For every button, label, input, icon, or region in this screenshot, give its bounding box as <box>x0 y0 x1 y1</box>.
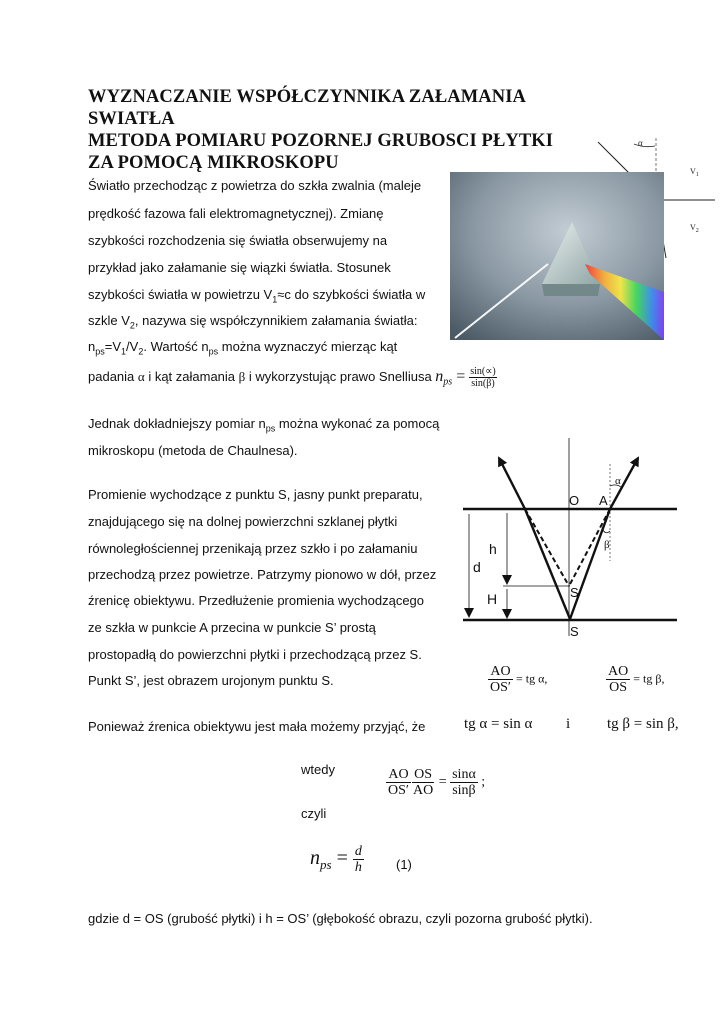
para3-line3: równoległościennej przenikają przez szkło i po załamaniu <box>88 541 418 556</box>
small-v2-sub: 2 <box>695 228 699 234</box>
f5-n1: AO <box>388 767 409 782</box>
title-line-3: ZA POMOCĄ MIKROSKOPU <box>88 153 339 173</box>
main-num: d <box>354 844 362 859</box>
para1-l7-sub3: 2 <box>138 346 144 357</box>
f2-num: AO <box>608 664 629 679</box>
formula-tg-beta <box>606 664 664 695</box>
footer-text: gdzie d = OS (grubość płytki) i h = OS’ (głębokość obrazu, czyli pozorna grubość płytki). <box>88 911 593 926</box>
para3-line1: Promienie wychodzące z punktu S, jasny punkt preparatu, <box>88 487 423 502</box>
main-lhs: n <box>310 847 320 870</box>
para2-l1b: można wykonać za pomocą <box>275 416 440 431</box>
para3-line2: znajdującego się na dolnej powierzchni szklanej płytki <box>88 514 398 529</box>
para3-line5: źrenicę obiektywu. Przedłużenie promienia wychodzącego <box>88 593 425 608</box>
small-v1-label: V <box>690 167 696 176</box>
page-title <box>88 86 608 174</box>
snell-num: sin(∝) <box>470 366 496 377</box>
alpha-symbol: α <box>137 368 145 384</box>
small-v2-label: V <box>690 223 696 232</box>
para1-l7d: . Wartość n <box>143 339 209 354</box>
label-A: A <box>599 493 608 508</box>
small-alpha-label: α <box>638 138 643 148</box>
main-den: h <box>354 860 362 875</box>
para1-l7b: =V <box>104 339 122 354</box>
wtedy-label: wtedy <box>301 762 335 777</box>
para1-line1: Światło przechodząc z powietrza do szkła zwalnia (maleje <box>88 178 422 193</box>
label-alpha: α <box>615 475 621 487</box>
para1-line5 <box>88 287 425 305</box>
f2-rhs: = tg β, <box>630 671 665 686</box>
para1-l7e: można wyznaczyć mierząc kąt <box>218 339 398 354</box>
equation-number: (1) <box>396 857 412 872</box>
para1-line3: szybkości rozchodzenia się światła obserwujemy na <box>88 233 388 248</box>
svg-text:V2 <box>690 223 699 234</box>
formula-ratio <box>386 767 485 798</box>
para1-line6 <box>88 313 417 331</box>
f5-end: ; <box>477 774 486 790</box>
para1-l7c: /V <box>126 339 139 354</box>
small-v1-sub: 1 <box>695 172 699 178</box>
formula-main <box>310 844 364 875</box>
para3-line4: przechodzą przez powietrze. Patrzymy pionowo w dół, przez <box>88 567 437 582</box>
label-H: H <box>487 591 498 607</box>
para1-l6: szkle V <box>88 313 130 328</box>
label-O: O <box>569 493 580 508</box>
f2-den: OS <box>609 680 628 695</box>
snell-sub: ps <box>443 376 453 388</box>
svg-text:V1 <box>690 167 699 178</box>
para4-line1: Ponieważ źrenica obiektywu jest mała możemy przyjąć, że <box>88 719 426 734</box>
f1-num: AO <box>490 664 511 679</box>
title-line-1: WYZNACZANIE WSPÓŁCZYNNIKA ZAŁAMANIA SWIATŁA <box>88 87 525 129</box>
para1-line8 <box>88 366 497 389</box>
para1-l5b: ≈c do szybkości światła w <box>277 287 426 302</box>
f5-d2: AO <box>412 783 434 798</box>
para3-line6: ze szkła w punkcie A przecina w punkcie S’ prostą <box>88 620 376 635</box>
f1-den: OS′ <box>490 680 511 695</box>
para1-line2: prędkość fazowa fali elektromagnetycznej). Zmianę <box>88 206 384 221</box>
para1-l5-sub: 1 <box>272 294 278 305</box>
para1-l8c: i wykorzystując prawo Snelliusa <box>245 368 436 384</box>
para1-l6-sub: 2 <box>129 320 135 331</box>
formula-tg-sin-beta: tg β = sin β, <box>607 716 679 732</box>
snell-eq: = <box>452 367 470 385</box>
main-sub: ps <box>320 857 332 873</box>
formula-tg-sin-alpha: tg α = sin α <box>464 716 533 732</box>
label-S: S <box>570 624 579 639</box>
para1-l6b: , nazywa się współczynnikiem załamania światła: <box>134 313 418 328</box>
para2-l1a: Jednak dokładniejszy pomiar n <box>88 416 266 431</box>
formula-tg-alpha <box>488 664 547 695</box>
f1-fraction <box>488 664 513 695</box>
f5-eq: = <box>435 774 451 790</box>
main-fraction <box>353 844 364 875</box>
czyli-label: czyli <box>301 806 327 821</box>
f5-frac1 <box>386 767 411 798</box>
f1-rhs: = tg α, <box>512 671 548 686</box>
para1-line7 <box>88 339 397 357</box>
para1-l7-sub1: ps <box>95 346 105 357</box>
f5-frac2 <box>411 767 435 798</box>
label-S-prime: S <box>570 585 579 600</box>
beta-symbol: β <box>238 368 246 384</box>
prism-photo <box>450 172 664 340</box>
para2-line2: mikroskopu (metoda de Chaulnesa). <box>88 443 298 458</box>
chaulnes-diagram <box>455 436 685 646</box>
para1-l7-sub2: 1 <box>121 346 127 357</box>
para1-l7a: n <box>88 339 96 354</box>
f5-n2: OS <box>414 767 433 782</box>
para3-line7: prostopadłą do powierzchni płytki i przechodzącą przez S. <box>88 647 422 662</box>
main-eq: = <box>331 847 353 870</box>
f5-frac3 <box>450 767 478 798</box>
para2-line1 <box>88 416 439 434</box>
f2-fraction <box>606 664 630 695</box>
snell-den: sin(β) <box>471 378 495 389</box>
f5-n3: sinα <box>452 767 476 782</box>
formula-i: i <box>566 716 571 732</box>
f5-d1: OS′ <box>388 783 409 798</box>
f5-d3: sinβ <box>452 783 476 798</box>
para3-line8: Punkt S’, jest obrazem urojonym punktu S. <box>88 673 334 688</box>
label-beta: β <box>604 539 610 551</box>
snell-lhs: n <box>435 367 444 385</box>
label-d: d <box>473 559 481 575</box>
title-line-2: METODA POMIARU POZORNEJ GRUBOSCI PŁYTKI <box>88 131 554 151</box>
para1-l8b: i kąt załamania <box>144 368 239 384</box>
label-h: h <box>489 541 497 557</box>
para2-l1-sub: ps <box>265 423 276 434</box>
para1-l8a: padania <box>88 368 138 384</box>
para1-l7-sub4: ps <box>208 346 219 357</box>
para1-l5a: szybkości światła w powietrzu V <box>88 287 273 302</box>
para1-line4: przykład jako załamanie się wiązki światła. Stosunek <box>88 260 391 275</box>
snell-fraction <box>469 366 496 389</box>
